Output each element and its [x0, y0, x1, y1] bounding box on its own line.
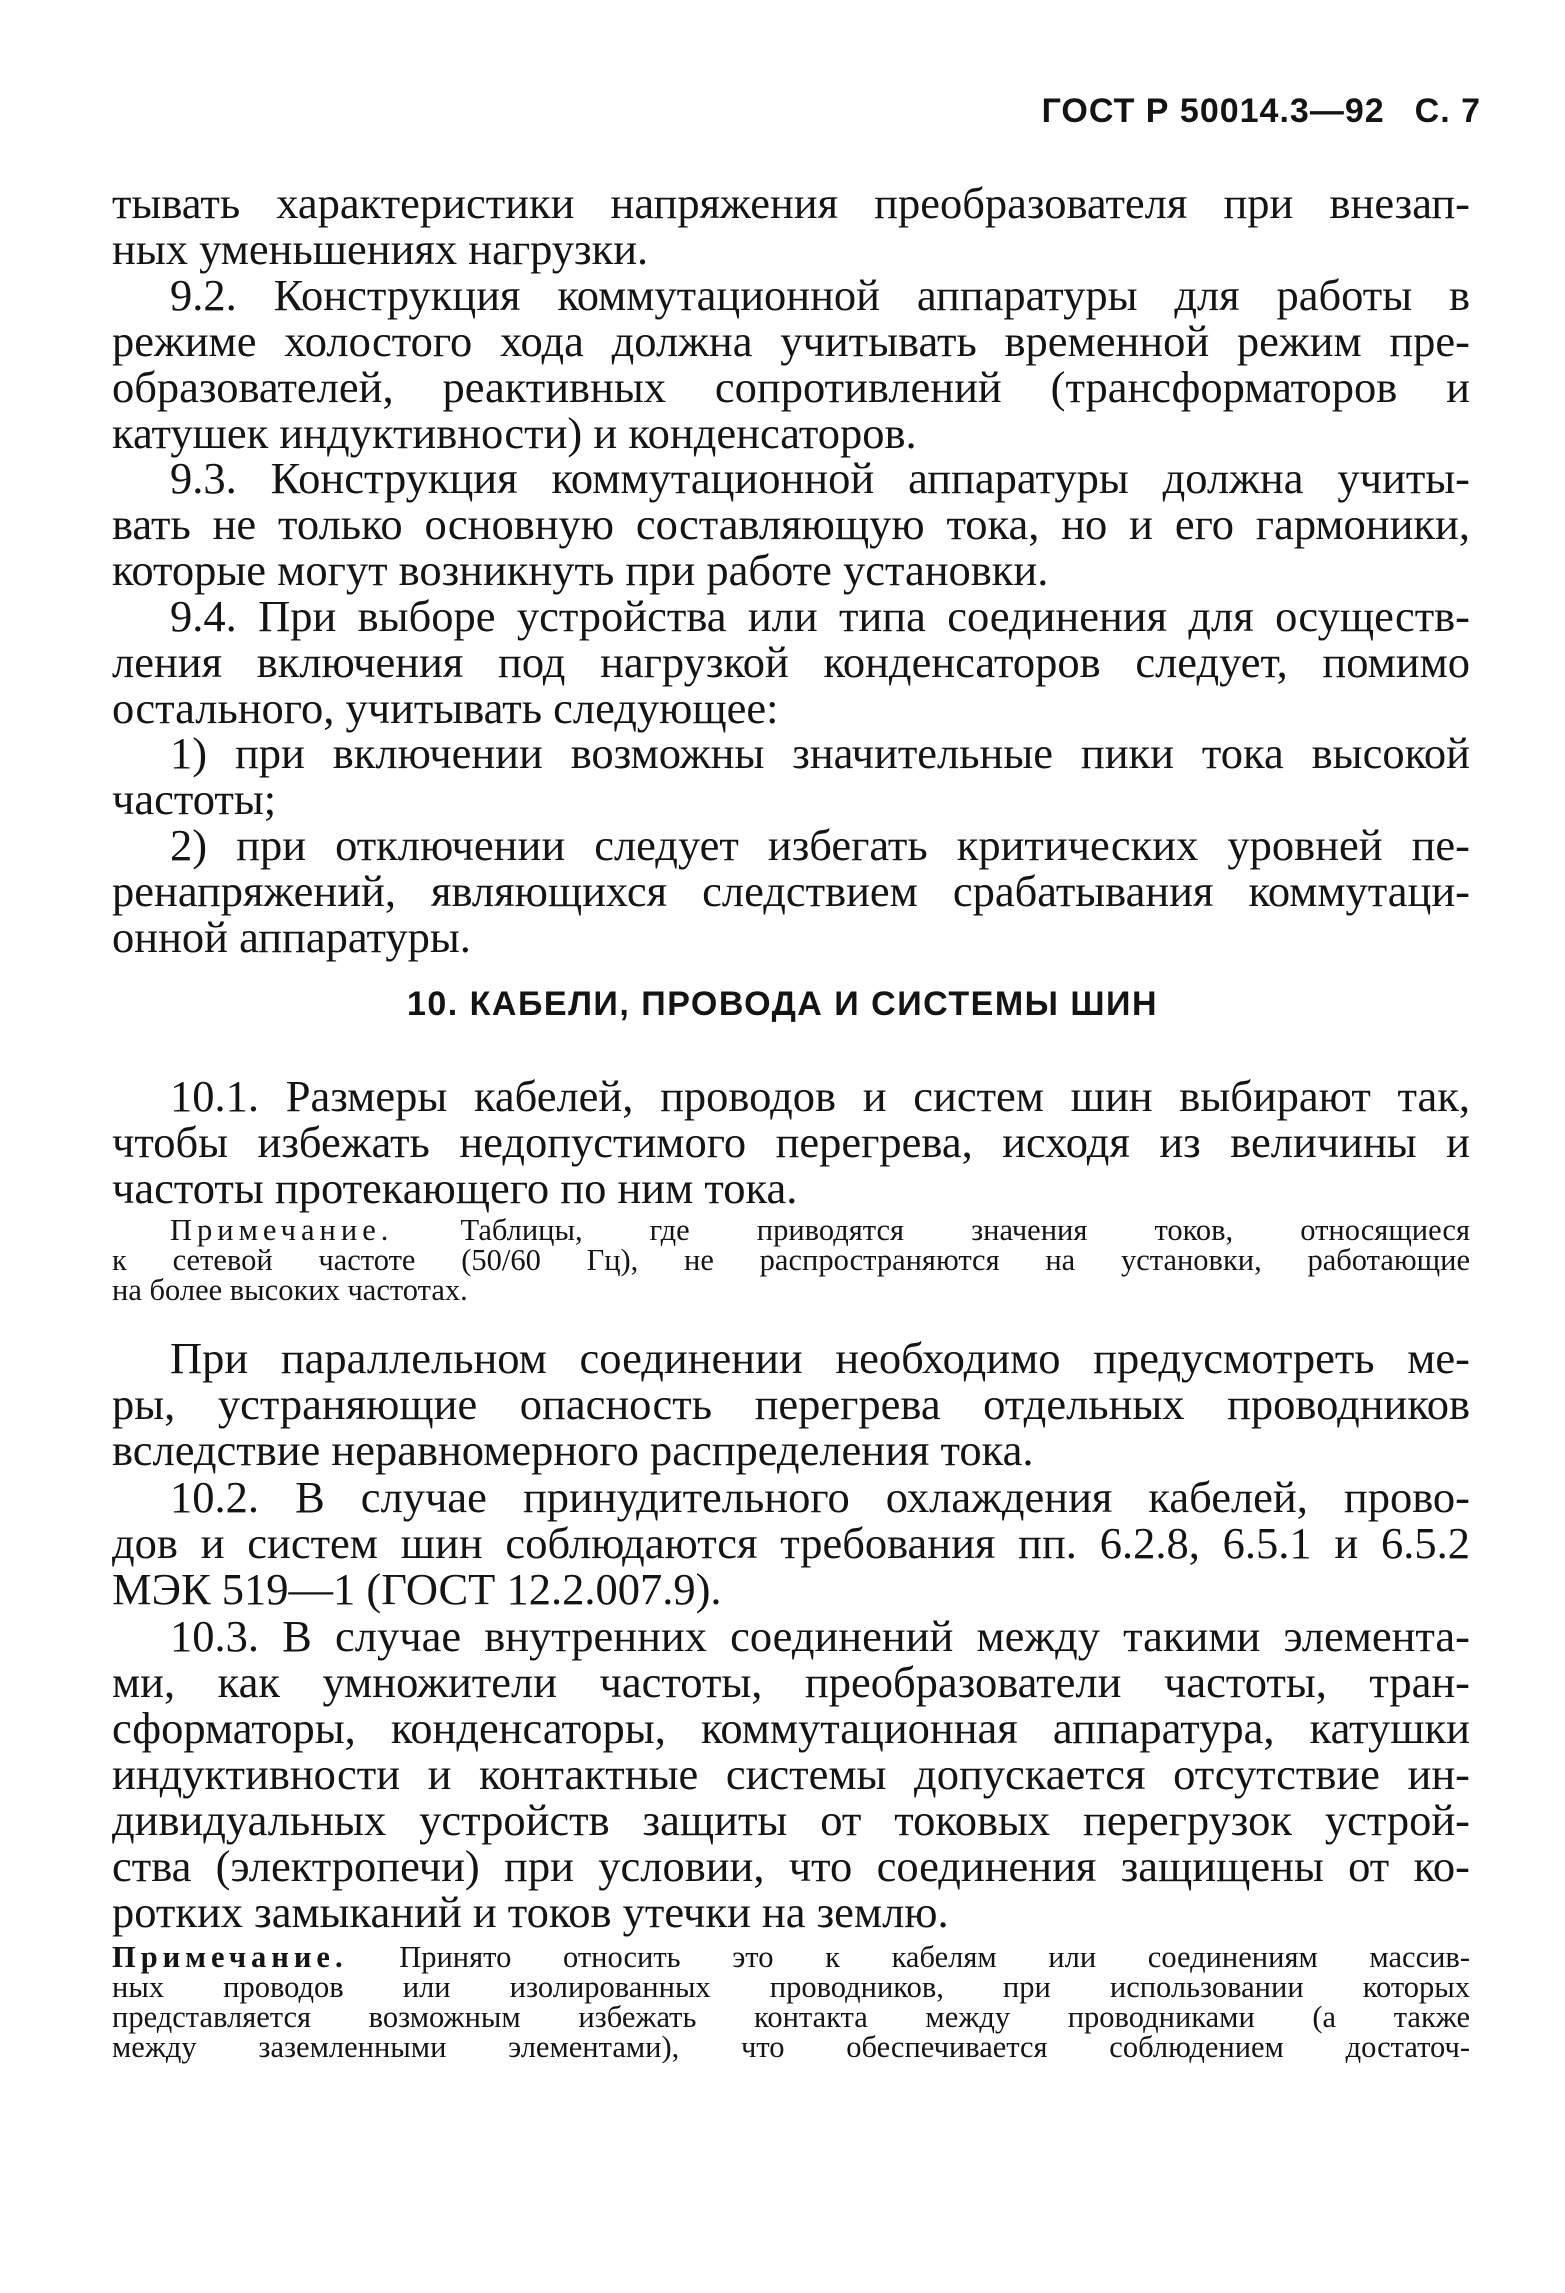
text-line: 9.2. Конструкция коммутационной аппаратуры для работы в [170, 270, 1470, 320]
paragraph-10-1 [112, 1073, 1470, 1211]
paragraph-9-3 [112, 455, 1470, 593]
text-line: индуктивности и контактные системы допускается отсутствие ин- [112, 1749, 1470, 1799]
paragraph-10-2 [112, 1474, 1470, 1612]
text-line: чтобы избежать недопустимого перегрева, исходя из величины и [112, 1117, 1470, 1167]
paragraph-9-4 [112, 593, 1470, 731]
note-line: к сетевой частоте (50/60 Гц), не распространяются на установки, работающие [112, 1243, 1470, 1277]
note-line: представляется возможным избежать контакта между проводниками (а также [112, 2000, 1470, 2034]
note-line: Примечание. Принято относить это к кабелям или соединениям массив- [112, 1940, 1470, 1974]
text-line: вследствие неравномерного распределения тока. [112, 1425, 1034, 1475]
text-line: 9.3. Конструкция коммутационной аппаратуры должна учиты- [170, 453, 1470, 503]
note-line: ных проводов или изолированных проводников, при использовании которых [112, 1970, 1470, 2004]
text-line: ры, устраняющие опасность перегрева отдельных проводников [112, 1379, 1470, 1429]
text-line: режиме холостого хода должна учитывать временной режим пре- [112, 316, 1470, 366]
text-line: катушек индуктивности) и конденсаторов. [112, 408, 917, 458]
note-line: на более высоких частотах. [112, 1273, 468, 1307]
text-line: При параллельном соединении необходимо предусмотреть ме- [170, 1333, 1470, 1383]
paragraph-9-2 [112, 272, 1470, 456]
note-label: Примечание. [112, 1940, 348, 1974]
text-line: сформаторы, конденсаторы, коммутационная аппаратура, катушки [112, 1703, 1470, 1753]
note-line: между заземленными элементами), что обеспечивается соблюдением достаточ- [112, 2030, 1470, 2064]
text-line: онной аппаратуры. [112, 912, 471, 962]
text-line: ротких замыканий и токов утечки на землю. [112, 1887, 949, 1937]
section-heading: 10. КАБЕЛИ, ПРОВОДА И СИСТЕМЫ ШИН [406, 985, 1159, 1023]
text-line: ления включения под нагрузкой конденсаторов следует, помимо [112, 637, 1470, 687]
text-line: 9.4. При выборе устройства или типа соединения для осуществ- [170, 591, 1470, 641]
page-header [1042, 92, 1481, 131]
text-line: вать не только основную составляющую тока, но и его гармоники, [112, 499, 1470, 549]
text-line: частоты протекающего по ним тока. [112, 1163, 798, 1213]
note-line: Примечание. Таблицы, где приводятся значения токов, относящиеся [170, 1213, 1470, 1247]
paragraph-10-3 [112, 1613, 1470, 1935]
text-line: частоты; [112, 774, 277, 824]
text-line: МЭК 519—1 (ГОСТ 12.2.007.9). [112, 1564, 722, 1614]
note-label: Примечание. [170, 1213, 394, 1247]
list-item-2 [112, 822, 1470, 960]
text-line: 10.1. Размеры кабелей, проводов и систем шин выбирают так, [170, 1071, 1470, 1121]
text-line: ми, как умножители частоты, преобразователи частоты, тран- [112, 1657, 1470, 1707]
text-line: дов и систем шин соблюдаются требования пп. 6.2.8, 6.5.1 и 6.5.2 [112, 1518, 1470, 1568]
text-line: дивидуальных устройств защиты от токовых перегрузок устрой- [112, 1795, 1470, 1845]
text-line: остального, учитывать следующее: [112, 683, 779, 733]
page-number: С. 7 [1414, 92, 1481, 130]
text-line: которые могут возникнуть при работе установки. [112, 545, 1049, 595]
note-2 [112, 1942, 1470, 2062]
text-line: ных уменьшениях нагрузки. [112, 224, 649, 274]
text-line: ренапряжений, являющихся следствием срабатывания коммутаци- [112, 866, 1470, 916]
text-line: тывать характеристики напряжения преобразователя при внезап- [112, 178, 1470, 228]
list-item-1 [112, 730, 1470, 822]
text-line: образователей, реактивных сопротивлений (трансформаторов и [112, 362, 1470, 412]
standard-code: ГОСТ Р 50014.3—92 [1041, 92, 1385, 130]
paragraph-continuation [112, 180, 1470, 272]
text-line: ства (электропечи) при условии, что соединения защищены от ко- [112, 1841, 1470, 1891]
text-line: 10.3. В случае внутренних соединений между такими элемента- [170, 1611, 1470, 1661]
text-line: 2) при отключении следует избегать критических уровней пе- [170, 820, 1470, 870]
text-line: 1) при включении возможны значительные пики тока высокой [170, 728, 1470, 778]
note-1 [112, 1215, 1470, 1305]
text-line: 10.2. В случае принудительного охлаждения кабелей, прово- [170, 1472, 1470, 1522]
paragraph-10-1-parallel [112, 1335, 1470, 1473]
